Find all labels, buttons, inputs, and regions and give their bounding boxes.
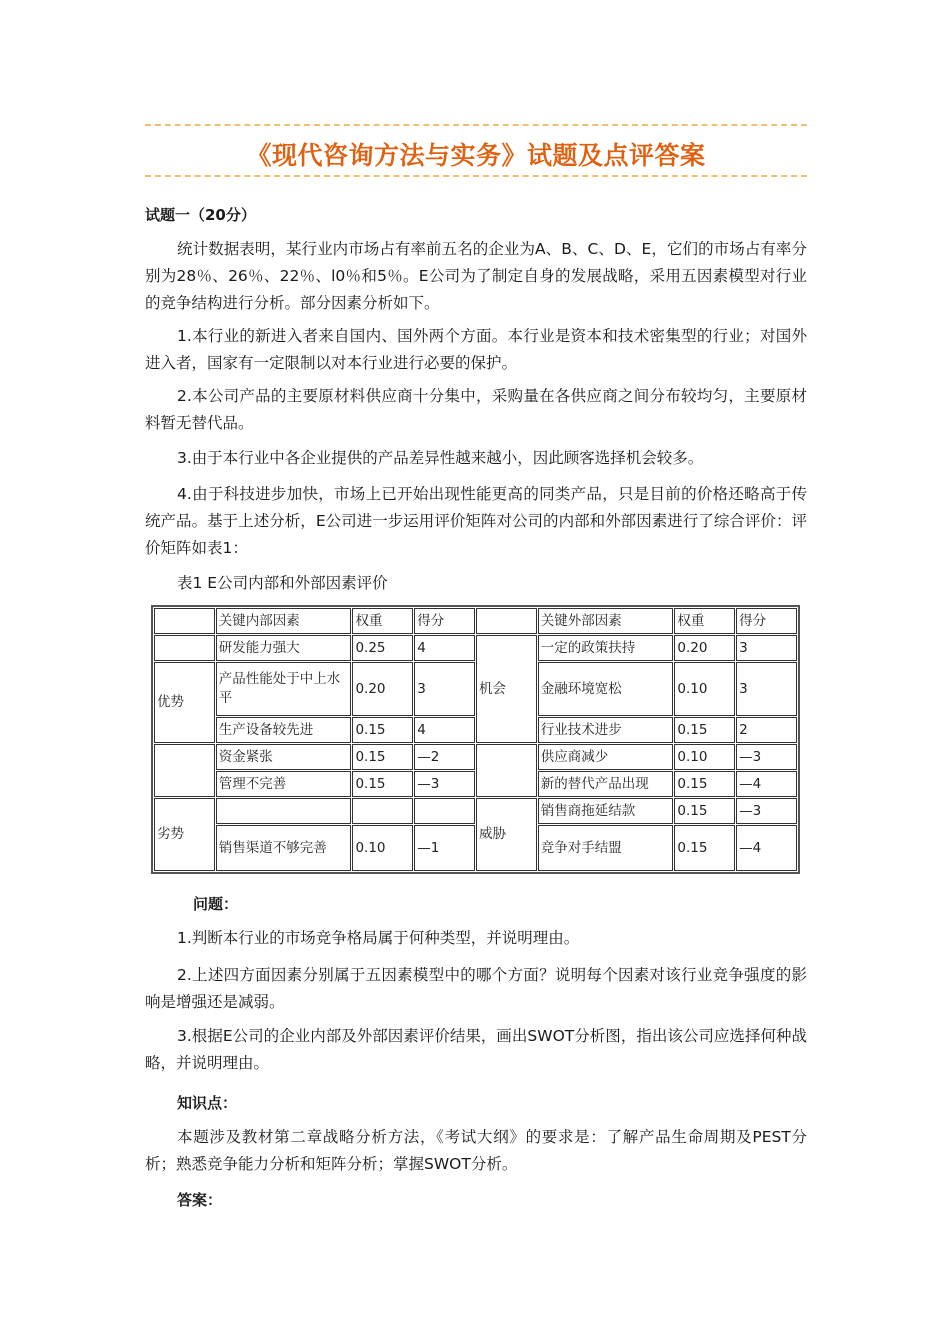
- external-weight: 0.15: [674, 771, 735, 797]
- empty-cell: [154, 635, 215, 661]
- empty-cell: [154, 608, 215, 634]
- table-header-row: [154, 608, 797, 634]
- internal-weight: 0.15: [352, 771, 413, 797]
- header-external: 关键外部因素: [538, 608, 674, 634]
- external-score: —4: [736, 771, 797, 797]
- knowledge-heading: 知识点：: [177, 1094, 238, 1112]
- internal-score: [414, 798, 475, 824]
- internal-score: 4: [414, 717, 475, 743]
- header-score: 得分: [414, 608, 475, 634]
- internal-factor: 销售渠道不够完善: [216, 825, 352, 871]
- internal-factor: 生产设备较先进: [216, 717, 352, 743]
- internal-factor: 研发能力强大: [216, 635, 352, 661]
- factor-paragraph-2: 2.本公司产品的主要原材料供应商十分集中，采购量在各供应商之间分布较均匀，主要原材料暂无替代品。: [145, 387, 807, 432]
- internal-weight: 0.15: [352, 744, 413, 770]
- external-weight: 0.15: [674, 798, 735, 824]
- internal-weight: [352, 798, 413, 824]
- questions-heading: 问题：: [193, 895, 239, 913]
- document-title: 《现代咨询方法与实务》试题及点评答案: [246, 141, 706, 170]
- internal-score: —1: [414, 825, 475, 871]
- header-weight: 权重: [674, 608, 735, 634]
- question-2: 2.上述四方面因素分别属于五因素模型中的哪个方面？说明每个因素对该行业竞争强度的影响是增强还是减弱。: [145, 966, 807, 1011]
- internal-score: 3: [414, 662, 475, 716]
- section-heading: 试题一（20分）: [145, 206, 256, 224]
- external-factor: 供应商减少: [538, 744, 674, 770]
- table-caption: 表1 E公司内部和外部因素评价: [177, 574, 388, 592]
- external-score: 3: [736, 662, 797, 716]
- table-row: [154, 798, 797, 824]
- external-score: —4: [736, 825, 797, 871]
- top-dashed-divider: [145, 124, 807, 126]
- group-opportunity: 机会: [476, 635, 537, 743]
- external-factor: 行业技术进步: [538, 717, 674, 743]
- external-weight: 0.10: [674, 662, 735, 716]
- external-weight: 0.20: [674, 635, 735, 661]
- header-score: 得分: [736, 608, 797, 634]
- internal-factor: 资金紧张: [216, 744, 352, 770]
- internal-score: —3: [414, 771, 475, 797]
- question-3: 3.根据E公司的企业内部及外部因素评价结果，画出SWOT分析图，指出该公司应选择何种战略，并说明理由。: [145, 1027, 807, 1072]
- factor-paragraph-1: 1.本行业的新进入者来自国内、国外两个方面。本行业是资本和技术密集型的行业；对国外进入者，国家有一定限制以对本行业进行必要的保护。: [145, 327, 807, 372]
- external-score: 3: [736, 635, 797, 661]
- external-weight: 0.15: [674, 825, 735, 871]
- empty-cell: [154, 744, 215, 797]
- group-weakness: 劣势: [154, 798, 215, 871]
- factor-paragraph-3: 3.由于本行业中各企业提供的产品差异性越来越小，因此顾客选择机会较多。: [177, 449, 704, 467]
- evaluation-matrix-table: [151, 605, 800, 874]
- internal-score: —2: [414, 744, 475, 770]
- header-weight: 权重: [352, 608, 413, 634]
- question-1: 1.判断本行业的市场竞争格局属于何种类型，并说明理由。: [177, 929, 580, 947]
- internal-factor: 产品性能处于中上水平: [216, 662, 352, 716]
- knowledge-paragraph: 本题涉及教材第二章战略分析方法，《考试大纲》的要求是：了解产品生命周期及PEST分析；熟悉竞争能力分析和矩阵分析；掌握SWOT分析。: [145, 1128, 807, 1173]
- internal-factor: [216, 798, 352, 824]
- external-score: —3: [736, 798, 797, 824]
- internal-weight: 0.25: [352, 635, 413, 661]
- factor-paragraph-4: 4.由于科技进步加快，市场上已开始出现性能更高的同类产品，只是目前的价格还略高于传统产品。基于上述分析，E公司进一步运用评价矩阵对公司的内部和外部因素进行了综合评价：评价矩阵如表1：: [145, 485, 807, 557]
- external-score: 2: [736, 717, 797, 743]
- external-factor: 新的替代产品出现: [538, 771, 674, 797]
- bottom-dashed-divider: [145, 175, 807, 177]
- external-factor: 一定的政策扶持: [538, 635, 674, 661]
- internal-factor: 管理不完善: [216, 771, 352, 797]
- external-score: —3: [736, 744, 797, 770]
- answer-heading: 答案：: [177, 1191, 223, 1209]
- group-strength: 优势: [154, 662, 215, 743]
- group-threat: 威胁: [476, 798, 537, 871]
- internal-weight: 0.10: [352, 825, 413, 871]
- external-weight: 0.10: [674, 744, 735, 770]
- external-weight: 0.15: [674, 717, 735, 743]
- internal-weight: 0.15: [352, 717, 413, 743]
- header-internal: 关键内部因素: [216, 608, 352, 634]
- internal-score: 4: [414, 635, 475, 661]
- internal-weight: 0.20: [352, 662, 413, 716]
- table-row: [154, 744, 797, 770]
- empty-cell: [476, 608, 537, 634]
- external-factor: 金融环境宽松: [538, 662, 674, 716]
- empty-cell: [476, 744, 537, 797]
- external-factor: 竞争对手结盟: [538, 825, 674, 871]
- external-factor: 销售商拖延结款: [538, 798, 674, 824]
- intro-paragraph: 统计数据表明，某行业内市场占有率前五名的企业为A、B、C、D、E，它们的市场占有率分别为28％、26％、22％、l0％和5％。E公司为了制定自身的发展战略，采用五因素模型对行业的竞争结构进行分析。部分因素分析如下。: [145, 240, 807, 312]
- table-row: [154, 635, 797, 661]
